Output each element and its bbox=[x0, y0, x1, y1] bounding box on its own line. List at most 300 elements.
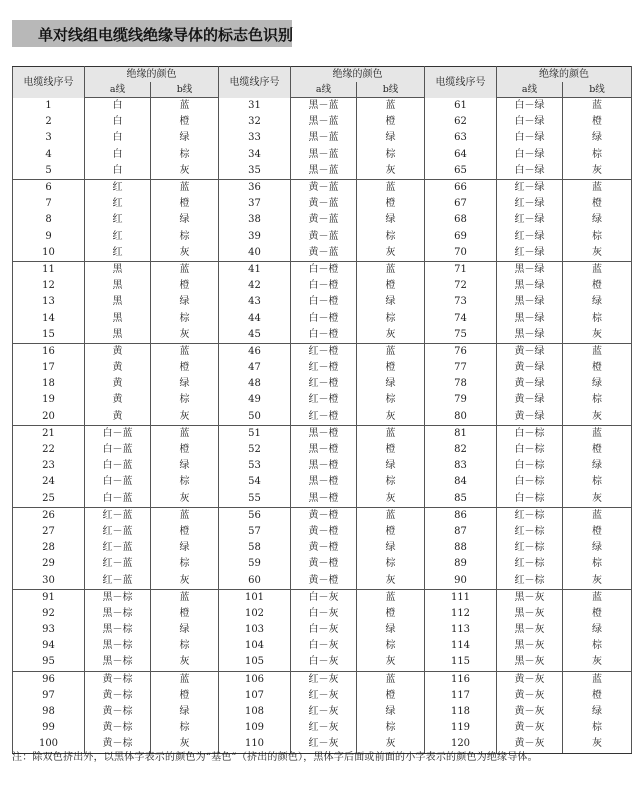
table-row bbox=[13, 360, 632, 376]
cell-a: 黑－蓝 bbox=[291, 114, 357, 130]
cell-seq: 19 bbox=[13, 392, 85, 408]
cell-b: 绿 bbox=[563, 540, 632, 556]
cell-a: 黄－蓝 bbox=[291, 245, 357, 262]
cell-b: 绿 bbox=[563, 130, 632, 146]
cell-a: 黑 bbox=[85, 261, 151, 278]
cell-b: 橙 bbox=[563, 114, 632, 130]
cell-a: 白 bbox=[85, 163, 151, 180]
cell-seq: 31 bbox=[219, 98, 291, 115]
cell-a: 黑－棕 bbox=[85, 606, 151, 622]
cell-seq: 11 bbox=[13, 261, 85, 278]
cell-b: 棕 bbox=[151, 720, 219, 736]
table-row bbox=[13, 524, 632, 540]
cell-b: 蓝 bbox=[357, 671, 425, 688]
cell-a: 黄－橙 bbox=[291, 540, 357, 556]
cell-seq: 88 bbox=[425, 540, 497, 556]
cell-b: 蓝 bbox=[563, 261, 632, 278]
cell-b: 棕 bbox=[563, 147, 632, 163]
cell-seq: 99 bbox=[13, 720, 85, 736]
cell-b: 灰 bbox=[357, 245, 425, 262]
cell-a: 红－蓝 bbox=[85, 556, 151, 572]
table-row bbox=[13, 442, 632, 458]
table-row bbox=[13, 392, 632, 408]
cell-b: 灰 bbox=[151, 409, 219, 426]
cell-b: 灰 bbox=[151, 491, 219, 508]
cell-seq: 4 bbox=[13, 147, 85, 163]
cell-seq: 100 bbox=[13, 736, 85, 753]
cell-seq: 56 bbox=[219, 507, 291, 524]
cell-a: 黄－橙 bbox=[291, 572, 357, 589]
cell-seq: 6 bbox=[13, 179, 85, 196]
cell-a: 黄－蓝 bbox=[291, 229, 357, 245]
cell-a: 黄－绿 bbox=[497, 392, 563, 408]
header-a-wire-2: a线 bbox=[291, 82, 357, 98]
table-row bbox=[13, 147, 632, 163]
table-body bbox=[13, 98, 632, 754]
cell-seq: 18 bbox=[13, 376, 85, 392]
cell-b: 绿 bbox=[357, 458, 425, 474]
cell-b: 绿 bbox=[563, 458, 632, 474]
cell-a: 黑 bbox=[85, 294, 151, 310]
table-row bbox=[13, 572, 632, 589]
cell-seq: 38 bbox=[219, 212, 291, 228]
cell-b: 橙 bbox=[357, 278, 425, 294]
cell-seq: 82 bbox=[425, 442, 497, 458]
cell-a: 白－绿 bbox=[497, 147, 563, 163]
cell-seq: 26 bbox=[13, 507, 85, 524]
cell-a: 白－棕 bbox=[497, 474, 563, 490]
cell-b: 灰 bbox=[563, 491, 632, 508]
cell-b: 灰 bbox=[563, 654, 632, 671]
cell-seq: 37 bbox=[219, 196, 291, 212]
cell-a: 白－灰 bbox=[291, 622, 357, 638]
cell-a: 白－蓝 bbox=[85, 474, 151, 490]
cell-seq: 113 bbox=[425, 622, 497, 638]
cell-b: 棕 bbox=[357, 720, 425, 736]
table-row bbox=[13, 409, 632, 426]
cell-seq: 112 bbox=[425, 606, 497, 622]
cell-b: 橙 bbox=[151, 360, 219, 376]
header-a-wire-3: a线 bbox=[497, 82, 563, 98]
cell-a: 黄－蓝 bbox=[291, 212, 357, 228]
cell-seq: 72 bbox=[425, 278, 497, 294]
cell-seq: 28 bbox=[13, 540, 85, 556]
cell-seq: 71 bbox=[425, 261, 497, 278]
cell-b: 绿 bbox=[357, 704, 425, 720]
cell-a: 白－橙 bbox=[291, 261, 357, 278]
cell-b: 绿 bbox=[357, 130, 425, 146]
cell-b: 绿 bbox=[357, 376, 425, 392]
table-row bbox=[13, 589, 632, 606]
title-bar bbox=[12, 20, 292, 47]
cell-a: 黑－棕 bbox=[85, 622, 151, 638]
cell-b: 橙 bbox=[563, 278, 632, 294]
cell-seq: 97 bbox=[13, 688, 85, 704]
cell-seq: 36 bbox=[219, 179, 291, 196]
cell-a: 黑－绿 bbox=[497, 294, 563, 310]
cell-a: 红－蓝 bbox=[85, 572, 151, 589]
cell-a: 黑－灰 bbox=[497, 606, 563, 622]
cell-seq: 106 bbox=[219, 671, 291, 688]
cell-seq: 12 bbox=[13, 278, 85, 294]
cell-seq: 24 bbox=[13, 474, 85, 490]
cell-seq: 35 bbox=[219, 163, 291, 180]
cell-seq: 66 bbox=[425, 179, 497, 196]
cell-b: 棕 bbox=[151, 310, 219, 326]
cell-b: 绿 bbox=[357, 540, 425, 556]
cell-b: 灰 bbox=[357, 572, 425, 589]
cell-seq: 68 bbox=[425, 212, 497, 228]
cell-seq: 17 bbox=[13, 360, 85, 376]
cell-seq: 102 bbox=[219, 606, 291, 622]
cell-a: 黑 bbox=[85, 310, 151, 326]
cell-a: 红－橙 bbox=[291, 409, 357, 426]
cell-b: 棕 bbox=[151, 474, 219, 490]
cell-b: 灰 bbox=[357, 736, 425, 753]
cell-seq: 98 bbox=[13, 704, 85, 720]
cell-b: 灰 bbox=[357, 491, 425, 508]
header-b-wire-2: b线 bbox=[357, 82, 425, 98]
cell-b: 蓝 bbox=[151, 343, 219, 360]
table-row bbox=[13, 704, 632, 720]
cell-seq: 90 bbox=[425, 572, 497, 589]
table-row bbox=[13, 606, 632, 622]
cell-a: 黑－灰 bbox=[497, 622, 563, 638]
table-row bbox=[13, 638, 632, 654]
cell-seq: 57 bbox=[219, 524, 291, 540]
table-row bbox=[13, 212, 632, 228]
cell-a: 黑－棕 bbox=[85, 589, 151, 606]
cell-b: 橙 bbox=[563, 524, 632, 540]
cell-a: 红－橙 bbox=[291, 360, 357, 376]
cell-a: 红－蓝 bbox=[85, 507, 151, 524]
cell-seq: 32 bbox=[219, 114, 291, 130]
cell-a: 黄－棕 bbox=[85, 704, 151, 720]
cell-a: 红－棕 bbox=[497, 507, 563, 524]
cell-seq: 55 bbox=[219, 491, 291, 508]
cell-b: 灰 bbox=[563, 409, 632, 426]
cell-b: 绿 bbox=[563, 294, 632, 310]
cell-seq: 70 bbox=[425, 245, 497, 262]
cell-seq: 42 bbox=[219, 278, 291, 294]
cell-seq: 34 bbox=[219, 147, 291, 163]
table-row bbox=[13, 261, 632, 278]
cell-b: 橙 bbox=[357, 688, 425, 704]
cell-a: 白－橙 bbox=[291, 278, 357, 294]
cell-b: 橙 bbox=[151, 114, 219, 130]
cell-seq: 14 bbox=[13, 310, 85, 326]
cell-a: 白－棕 bbox=[497, 425, 563, 442]
cell-seq: 49 bbox=[219, 392, 291, 408]
cell-a: 黄－棕 bbox=[85, 671, 151, 688]
cell-b: 灰 bbox=[151, 736, 219, 753]
cell-b: 棕 bbox=[357, 556, 425, 572]
table-row bbox=[13, 327, 632, 344]
cell-seq: 79 bbox=[425, 392, 497, 408]
cell-a: 黑－橙 bbox=[291, 458, 357, 474]
cell-a: 黄－橙 bbox=[291, 524, 357, 540]
cell-b: 蓝 bbox=[151, 589, 219, 606]
cell-b: 灰 bbox=[151, 654, 219, 671]
cell-seq: 27 bbox=[13, 524, 85, 540]
cell-seq: 41 bbox=[219, 261, 291, 278]
cell-a: 黑－蓝 bbox=[291, 163, 357, 180]
cell-seq: 43 bbox=[219, 294, 291, 310]
cell-a: 白 bbox=[85, 114, 151, 130]
cell-seq: 117 bbox=[425, 688, 497, 704]
cell-seq: 20 bbox=[13, 409, 85, 426]
cell-a: 红－橙 bbox=[291, 376, 357, 392]
cell-b: 灰 bbox=[151, 572, 219, 589]
cell-seq: 25 bbox=[13, 491, 85, 508]
cell-a: 白－灰 bbox=[291, 606, 357, 622]
cell-b: 蓝 bbox=[151, 261, 219, 278]
cell-b: 蓝 bbox=[151, 98, 219, 115]
cell-a: 红－橙 bbox=[291, 343, 357, 360]
cell-seq: 105 bbox=[219, 654, 291, 671]
cell-seq: 22 bbox=[13, 442, 85, 458]
cell-b: 棕 bbox=[563, 720, 632, 736]
cell-a: 白－灰 bbox=[291, 654, 357, 671]
cell-b: 蓝 bbox=[151, 179, 219, 196]
cell-seq: 94 bbox=[13, 638, 85, 654]
cell-b: 棕 bbox=[357, 310, 425, 326]
cell-seq: 84 bbox=[425, 474, 497, 490]
cell-a: 白－绿 bbox=[497, 114, 563, 130]
cell-a: 白－绿 bbox=[497, 98, 563, 115]
cell-b: 蓝 bbox=[357, 589, 425, 606]
table-row bbox=[13, 688, 632, 704]
cell-a: 黑－灰 bbox=[497, 589, 563, 606]
cell-b: 灰 bbox=[357, 654, 425, 671]
cell-b: 蓝 bbox=[357, 179, 425, 196]
cell-seq: 119 bbox=[425, 720, 497, 736]
header-b-wire-1: b线 bbox=[151, 82, 219, 98]
cell-a: 黑－橙 bbox=[291, 425, 357, 442]
cell-a: 黑－绿 bbox=[497, 310, 563, 326]
cell-b: 棕 bbox=[563, 310, 632, 326]
table-row bbox=[13, 114, 632, 130]
cell-a: 白－棕 bbox=[497, 491, 563, 508]
cell-seq: 52 bbox=[219, 442, 291, 458]
table-row bbox=[13, 229, 632, 245]
cell-b: 棕 bbox=[151, 556, 219, 572]
cell-b: 灰 bbox=[151, 163, 219, 180]
cell-seq: 115 bbox=[425, 654, 497, 671]
cell-b: 蓝 bbox=[357, 261, 425, 278]
cell-seq: 33 bbox=[219, 130, 291, 146]
cell-seq: 29 bbox=[13, 556, 85, 572]
cell-a: 黄－灰 bbox=[497, 720, 563, 736]
cell-b: 棕 bbox=[151, 229, 219, 245]
cell-seq: 92 bbox=[13, 606, 85, 622]
cell-a: 黄－灰 bbox=[497, 736, 563, 753]
cell-a: 黑－橙 bbox=[291, 491, 357, 508]
cell-a: 白－橙 bbox=[291, 310, 357, 326]
cell-seq: 77 bbox=[425, 360, 497, 376]
cell-b: 绿 bbox=[151, 704, 219, 720]
cell-seq: 64 bbox=[425, 147, 497, 163]
cell-a: 白－橙 bbox=[291, 294, 357, 310]
cell-seq: 21 bbox=[13, 425, 85, 442]
cell-a: 黑 bbox=[85, 278, 151, 294]
cell-b: 蓝 bbox=[563, 343, 632, 360]
cell-b: 绿 bbox=[151, 458, 219, 474]
cell-a: 白 bbox=[85, 147, 151, 163]
table-row bbox=[13, 654, 632, 671]
cell-a: 黄－蓝 bbox=[291, 196, 357, 212]
cell-a: 红－绿 bbox=[497, 229, 563, 245]
cell-a: 红－绿 bbox=[497, 179, 563, 196]
cell-b: 橙 bbox=[151, 278, 219, 294]
cell-b: 橙 bbox=[357, 442, 425, 458]
cell-b: 灰 bbox=[357, 327, 425, 344]
header-row-main bbox=[13, 67, 632, 83]
cell-b: 蓝 bbox=[151, 425, 219, 442]
cell-seq: 116 bbox=[425, 671, 497, 688]
cell-a: 红－绿 bbox=[497, 212, 563, 228]
cell-a: 黄 bbox=[85, 360, 151, 376]
cell-seq: 74 bbox=[425, 310, 497, 326]
cell-a: 红 bbox=[85, 179, 151, 196]
header-seq-1: 电缆线序号 bbox=[13, 67, 85, 98]
cell-b: 绿 bbox=[563, 704, 632, 720]
cell-b: 灰 bbox=[563, 736, 632, 753]
cell-seq: 39 bbox=[219, 229, 291, 245]
table-row bbox=[13, 622, 632, 638]
cell-seq: 47 bbox=[219, 360, 291, 376]
table-row bbox=[13, 425, 632, 442]
cell-seq: 45 bbox=[219, 327, 291, 344]
cell-b: 棕 bbox=[357, 229, 425, 245]
cable-color-table bbox=[12, 66, 632, 754]
cell-b: 灰 bbox=[151, 327, 219, 344]
table-row bbox=[13, 507, 632, 524]
table-row bbox=[13, 196, 632, 212]
cell-b: 橙 bbox=[563, 360, 632, 376]
table-row bbox=[13, 491, 632, 508]
cell-a: 红 bbox=[85, 245, 151, 262]
cell-seq: 65 bbox=[425, 163, 497, 180]
cell-b: 橙 bbox=[563, 442, 632, 458]
header-a-wire-1: a线 bbox=[85, 82, 151, 98]
cell-a: 黑 bbox=[85, 327, 151, 344]
cell-a: 白－灰 bbox=[291, 638, 357, 654]
cell-seq: 59 bbox=[219, 556, 291, 572]
cell-a: 白－蓝 bbox=[85, 442, 151, 458]
cell-seq: 46 bbox=[219, 343, 291, 360]
cell-seq: 108 bbox=[219, 704, 291, 720]
header-insulation-3: 绝缘的颜色 bbox=[497, 67, 632, 83]
cell-b: 橙 bbox=[563, 688, 632, 704]
cell-b: 绿 bbox=[563, 212, 632, 228]
cell-seq: 89 bbox=[425, 556, 497, 572]
cell-b: 蓝 bbox=[357, 343, 425, 360]
table-row bbox=[13, 556, 632, 572]
cell-seq: 23 bbox=[13, 458, 85, 474]
cell-b: 橙 bbox=[151, 442, 219, 458]
cell-seq: 67 bbox=[425, 196, 497, 212]
cell-b: 棕 bbox=[563, 556, 632, 572]
cell-seq: 62 bbox=[425, 114, 497, 130]
cell-seq: 5 bbox=[13, 163, 85, 180]
cell-b: 棕 bbox=[563, 229, 632, 245]
cell-a: 白 bbox=[85, 98, 151, 115]
cell-seq: 30 bbox=[13, 572, 85, 589]
cell-a: 红－灰 bbox=[291, 720, 357, 736]
cell-seq: 15 bbox=[13, 327, 85, 344]
cell-b: 橙 bbox=[563, 196, 632, 212]
cell-a: 红－灰 bbox=[291, 671, 357, 688]
cell-a: 白－棕 bbox=[497, 458, 563, 474]
cell-a: 红－灰 bbox=[291, 704, 357, 720]
cell-seq: 9 bbox=[13, 229, 85, 245]
cell-a: 红 bbox=[85, 212, 151, 228]
cell-seq: 54 bbox=[219, 474, 291, 490]
table-row bbox=[13, 278, 632, 294]
cell-a: 黑－绿 bbox=[497, 261, 563, 278]
cell-a: 黄－棕 bbox=[85, 720, 151, 736]
table-row bbox=[13, 474, 632, 490]
cell-a: 白－绿 bbox=[497, 130, 563, 146]
cell-a: 黄 bbox=[85, 409, 151, 426]
cell-b: 棕 bbox=[151, 147, 219, 163]
cell-b: 棕 bbox=[357, 638, 425, 654]
header-insulation-1: 绝缘的颜色 bbox=[85, 67, 219, 83]
cell-b: 灰 bbox=[357, 163, 425, 180]
cell-a: 黄－灰 bbox=[497, 688, 563, 704]
cell-b: 橙 bbox=[151, 196, 219, 212]
cell-a: 黄－灰 bbox=[497, 671, 563, 688]
cell-a: 红－棕 bbox=[497, 556, 563, 572]
cell-a: 黄－绿 bbox=[497, 409, 563, 426]
cell-seq: 80 bbox=[425, 409, 497, 426]
table-row bbox=[13, 130, 632, 146]
cell-a: 黑－灰 bbox=[497, 654, 563, 671]
cell-a: 红－灰 bbox=[291, 688, 357, 704]
cell-seq: 91 bbox=[13, 589, 85, 606]
cell-seq: 69 bbox=[425, 229, 497, 245]
cell-a: 黄 bbox=[85, 343, 151, 360]
cell-a: 白－绿 bbox=[497, 163, 563, 180]
cell-b: 蓝 bbox=[563, 425, 632, 442]
cell-a: 黑－蓝 bbox=[291, 147, 357, 163]
cell-a: 黑－橙 bbox=[291, 442, 357, 458]
cell-b: 橙 bbox=[357, 114, 425, 130]
cell-seq: 78 bbox=[425, 376, 497, 392]
cell-b: 蓝 bbox=[151, 671, 219, 688]
table-row bbox=[13, 458, 632, 474]
table-row bbox=[13, 294, 632, 310]
cell-seq: 85 bbox=[425, 491, 497, 508]
cell-a: 黄－绿 bbox=[497, 360, 563, 376]
cell-a: 白－蓝 bbox=[85, 425, 151, 442]
cell-seq: 48 bbox=[219, 376, 291, 392]
cell-seq: 44 bbox=[219, 310, 291, 326]
cell-b: 橙 bbox=[357, 196, 425, 212]
cell-b: 绿 bbox=[151, 130, 219, 146]
cell-seq: 1 bbox=[13, 98, 85, 115]
cell-seq: 109 bbox=[219, 720, 291, 736]
cell-seq: 93 bbox=[13, 622, 85, 638]
cell-b: 蓝 bbox=[563, 507, 632, 524]
cell-b: 灰 bbox=[563, 245, 632, 262]
cell-seq: 16 bbox=[13, 343, 85, 360]
cell-seq: 87 bbox=[425, 524, 497, 540]
cell-seq: 86 bbox=[425, 507, 497, 524]
cell-b: 绿 bbox=[151, 212, 219, 228]
table-row bbox=[13, 343, 632, 360]
